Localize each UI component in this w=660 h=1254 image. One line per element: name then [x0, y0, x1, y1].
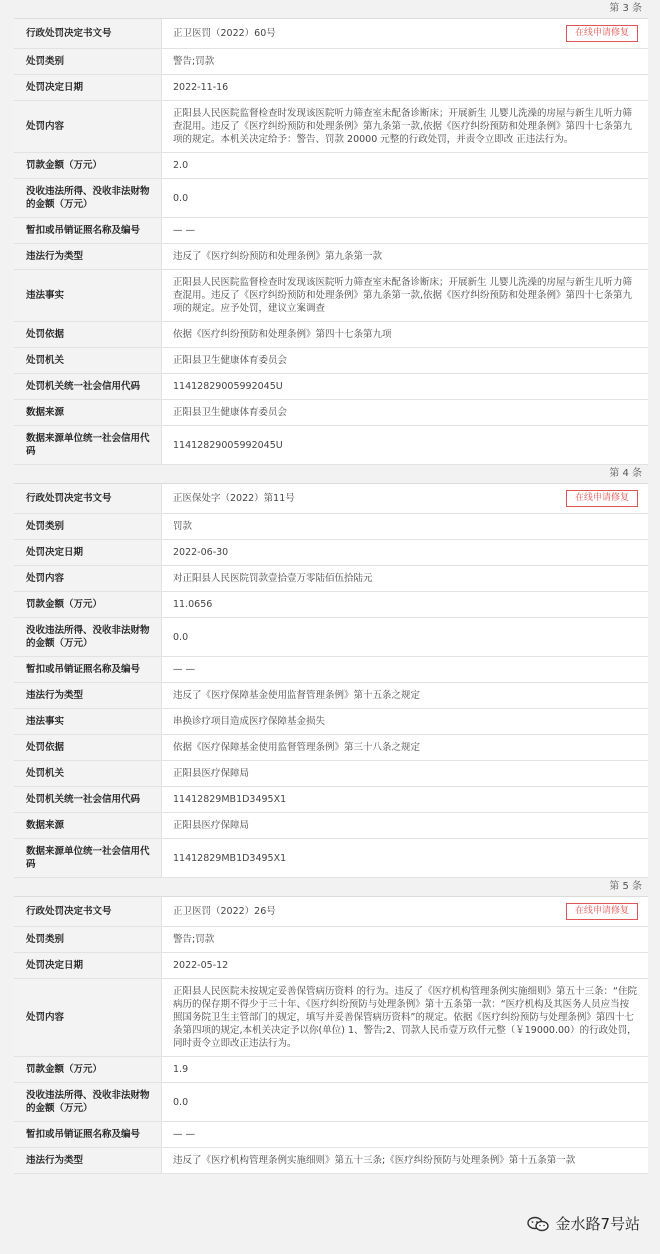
field-value: 2022-05-12 — [162, 953, 649, 979]
wechat-icon — [527, 1216, 549, 1232]
field-label: 违法事实 — [14, 270, 162, 322]
field-value: 11412829005992045U — [162, 374, 649, 400]
field-label: 行政处罚决定书文号 — [14, 484, 162, 514]
table-row — [14, 540, 648, 566]
field-value: 11412829005992045U — [162, 426, 649, 465]
apply-repair-button[interactable]: 在线申请修复 — [566, 25, 638, 42]
field-label: 数据来源 — [14, 813, 162, 839]
field-label: 行政处罚决定书文号 — [14, 19, 162, 49]
field-label: 暂扣或吊销证照名称及编号 — [14, 1122, 162, 1148]
field-value: — — — [162, 218, 649, 244]
record-number: 第 4 条 — [609, 468, 642, 479]
field-label: 处罚机关 — [14, 348, 162, 374]
table-row — [14, 75, 648, 101]
table-row — [14, 683, 648, 709]
table-row — [14, 19, 648, 49]
record-number: 第 5 条 — [609, 881, 642, 892]
field-label: 数据来源单位统一社会信用代码 — [14, 426, 162, 465]
field-label: 暂扣或吊销证照名称及编号 — [14, 657, 162, 683]
field-label: 没收违法所得、没收非法财物的金额（万元） — [14, 179, 162, 218]
table-row — [14, 657, 648, 683]
field-value-cell — [162, 484, 649, 514]
field-label: 违法行为类型 — [14, 244, 162, 270]
field-value: 1.9 — [162, 1057, 649, 1083]
table-row — [14, 1148, 648, 1174]
field-value: 正阳县卫生健康体育委员会 — [162, 400, 649, 426]
table-row — [14, 179, 648, 218]
field-value: 11.0656 — [162, 592, 649, 618]
table-row — [14, 514, 648, 540]
decision-number: 正卫医罚（2022）60号 — [173, 28, 276, 39]
field-value: 11412829MB1D3495X1 — [162, 787, 649, 813]
field-value: — — — [162, 1122, 649, 1148]
table-row — [14, 1083, 648, 1122]
field-label: 处罚类别 — [14, 927, 162, 953]
field-value: — — — [162, 657, 649, 683]
field-label: 暂扣或吊销证照名称及编号 — [14, 218, 162, 244]
field-label: 处罚决定日期 — [14, 75, 162, 101]
field-label: 处罚类别 — [14, 49, 162, 75]
field-value: 警告;罚款 — [162, 927, 649, 953]
table-row — [14, 49, 648, 75]
field-value: 2022-11-16 — [162, 75, 649, 101]
field-label: 违法行为类型 — [14, 1148, 162, 1174]
field-label: 罚款金额（万元） — [14, 1057, 162, 1083]
penalty-record-table — [14, 19, 648, 465]
field-value: 2022-06-30 — [162, 540, 649, 566]
table-row — [14, 244, 648, 270]
field-label: 处罚依据 — [14, 322, 162, 348]
table-row — [14, 813, 648, 839]
decision-number: 正卫医罚（2022）26号 — [173, 906, 276, 917]
table-row — [14, 761, 648, 787]
field-label: 罚款金额（万元） — [14, 153, 162, 179]
field-label: 违法事实 — [14, 709, 162, 735]
field-value: 正阳县卫生健康体育委员会 — [162, 348, 649, 374]
field-label: 处罚机关统一社会信用代码 — [14, 787, 162, 813]
field-label: 处罚决定日期 — [14, 953, 162, 979]
table-row — [14, 979, 648, 1057]
table-row — [14, 1057, 648, 1083]
field-value: 依据《医疗保障基金使用监督管理条例》第三十八条之规定 — [162, 735, 649, 761]
field-value: 违反了《医疗机构管理条例实施细则》第五十三条;《医疗纠纷预防与处理条例》第十五条第一款 — [162, 1148, 649, 1174]
penalty-record-card — [14, 896, 648, 1174]
field-value-cell — [162, 897, 649, 927]
table-row — [14, 153, 648, 179]
table-row — [14, 592, 648, 618]
field-value: 0.0 — [162, 179, 649, 218]
field-value: 正阳县人民医院监督检查时发现该医院听力筛查室未配备诊断床；开展新生 儿婴儿洗澡的房屋与新生儿听力筛查混用。违反了《医疗纠纷预防和处理条例》第九条第一款,依据《医疗纠纷预防和处理条例》第四十七条第九项的规定。本机关决定给予：警告、罚款 20000 元整的行政处罚，并责令立即改 正违法行为。 — [162, 101, 649, 153]
field-label: 数据来源 — [14, 400, 162, 426]
field-value: 对正阳县人民医院罚款壹拾壹万零陆佰伍拾陆元 — [162, 566, 649, 592]
apply-repair-button[interactable]: 在线申请修复 — [566, 490, 638, 507]
penalty-record-table — [14, 897, 648, 1174]
field-value: 0.0 — [162, 1083, 649, 1122]
field-label: 处罚内容 — [14, 979, 162, 1057]
penalty-record-card — [14, 483, 648, 878]
table-row — [14, 953, 648, 979]
field-value: 0.0 — [162, 618, 649, 657]
field-value: 罚款 — [162, 514, 649, 540]
table-row — [14, 322, 648, 348]
field-label: 处罚机关 — [14, 761, 162, 787]
table-row — [14, 735, 648, 761]
field-label: 罚款金额（万元） — [14, 592, 162, 618]
field-label: 没收违法所得、没收非法财物的金额（万元） — [14, 1083, 162, 1122]
field-value: 正阳县人民医院监督检查时发现该医院听力筛查室未配备诊断床；开展新生 儿婴儿洗澡的房屋与新生儿听力筛查混用。违反了《医疗纠纷预防和处理条例》第九条第一款,依据《医疗纠纷预防和处理条例》第四十七条第九项的规定。应予处罚，建议立案调查 — [162, 270, 649, 322]
table-row — [14, 566, 648, 592]
table-row — [14, 618, 648, 657]
penalty-record-table — [14, 484, 648, 878]
table-row — [14, 348, 648, 374]
watermark — [527, 1213, 640, 1234]
field-value: 2.0 — [162, 153, 649, 179]
field-value: 违反了《医疗纠纷预防和处理条例》第九条第一款 — [162, 244, 649, 270]
field-value: 正阳县医疗保障局 — [162, 813, 649, 839]
field-label: 处罚机关统一社会信用代码 — [14, 374, 162, 400]
field-value: 11412829MB1D3495X1 — [162, 839, 649, 878]
field-label: 处罚内容 — [14, 101, 162, 153]
field-label: 数据来源单位统一社会信用代码 — [14, 839, 162, 878]
table-row — [14, 374, 648, 400]
decision-number: 正医保处字（2022）第11号 — [173, 493, 295, 504]
field-label: 行政处罚决定书文号 — [14, 897, 162, 927]
penalty-record-card — [14, 18, 648, 465]
field-value: 正阳县医疗保障局 — [162, 761, 649, 787]
table-row — [14, 897, 648, 927]
field-value: 串换诊疗项目造成医疗保障基金损失 — [162, 709, 649, 735]
field-label: 违法行为类型 — [14, 683, 162, 709]
field-value: 正阳县人民医院未按规定妥善保管病历资料 的行为。违反了《医疗机构管理条例实施细则》第五十三条：“住院病历的保存期不得少于三十年、《医疗纠纷预防与处理条例》第十五条第一款：“医疗机构及其医务人员应当按照国务院卫生主管部门的规定，填写并妥善保管病历资料”的规定。依据《医疗纠纷预防与处理条例》第四十七条第四项的规定,本机关决定予以你(单位) 1、警告;2、罚款人民币壹万玖仟元整（￥19000.00）的行政处罚，同时责令立即改正违法行为。 — [162, 979, 649, 1057]
field-value-cell — [162, 19, 649, 49]
table-row — [14, 101, 648, 153]
table-row — [14, 787, 648, 813]
field-label: 处罚内容 — [14, 566, 162, 592]
field-label: 没收违法所得、没收非法财物的金额（万元） — [14, 618, 162, 657]
field-value: 违反了《医疗保障基金使用监督管理条例》第十五条之规定 — [162, 683, 649, 709]
record-number: 第 3 条 — [609, 3, 642, 14]
field-value: 依据《医疗纠纷预防和处理条例》第四十七条第九项 — [162, 322, 649, 348]
watermark-text: 金水路7号站 — [555, 1215, 640, 1233]
table-row — [14, 709, 648, 735]
field-label: 处罚决定日期 — [14, 540, 162, 566]
table-row — [14, 400, 648, 426]
field-value: 警告;罚款 — [162, 49, 649, 75]
table-row — [14, 927, 648, 953]
field-label: 处罚依据 — [14, 735, 162, 761]
table-row — [14, 1122, 648, 1148]
apply-repair-button[interactable]: 在线申请修复 — [566, 903, 638, 920]
table-row — [14, 270, 648, 322]
table-row — [14, 426, 648, 465]
table-row — [14, 484, 648, 514]
table-row — [14, 839, 648, 878]
table-row — [14, 218, 648, 244]
field-label: 处罚类别 — [14, 514, 162, 540]
